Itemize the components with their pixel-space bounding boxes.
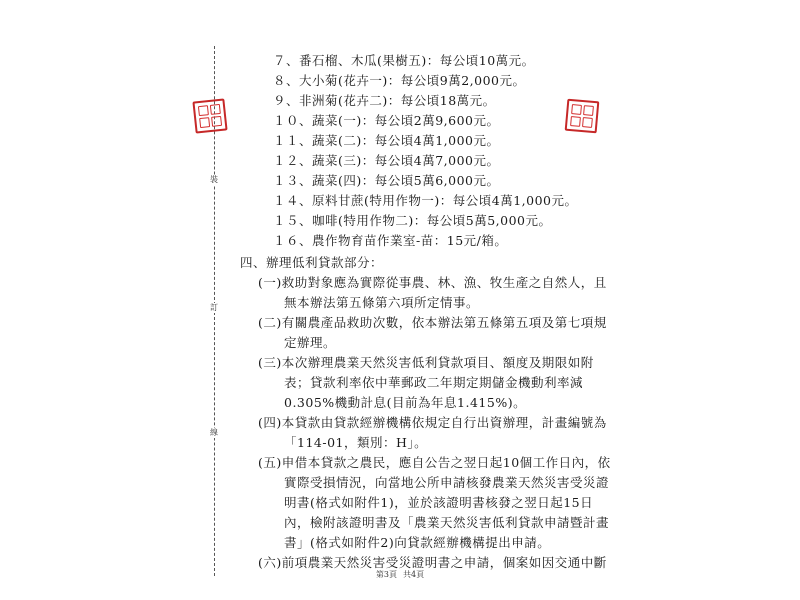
paragraph-line: 實際受損情況，向當地公所申請核發農業天然災害受災證 xyxy=(284,475,610,490)
seal-stamp-right xyxy=(565,99,600,134)
paragraph-line: 書」(格式如附件2)向貸款經辦機構提出申請。 xyxy=(284,535,551,550)
list-item: １３、蔬菜(四)：每公頃5萬6,000元。 xyxy=(273,173,500,188)
paragraph-line: 內，檢附該證明書及「農業天然災害低利貸款申請暨計畫 xyxy=(284,515,610,530)
list-item: １１、蔬菜(二)：每公頃4萬1,000元。 xyxy=(273,133,500,148)
paragraph-line: (六)前項農業天然災害受災證明書之申請，個案如因交通中斷 xyxy=(258,555,607,570)
list-item: ７、番石榴、木瓜(果樹五)：每公頃10萬元。 xyxy=(273,53,535,68)
paragraph-line: (四)本貸款由貸款經辦機構依規定自行出資辦理，計畫編號為 xyxy=(258,415,607,430)
list-item: １６、農作物育苗作業室-苗：15元/箱。 xyxy=(273,233,508,248)
paragraph-line: 無本辦法第五條第六項所定情事。 xyxy=(284,295,480,310)
list-item: ９、非洲菊(花卉二)：每公頃18萬元。 xyxy=(273,93,496,108)
list-item: １５、咖啡(特用作物二)：每公頃5萬5,000元。 xyxy=(273,213,552,228)
list-item: １２、蔬菜(三)：每公頃4萬7,000元。 xyxy=(273,153,500,168)
binding-label-top: 裝 xyxy=(210,175,218,184)
page-number: 第3頁 xyxy=(375,570,397,579)
paragraph-line: (二)有關農產品救助次數，依本辦法第五條第五項及第七項規 xyxy=(258,315,607,330)
paragraph-line: 0.305%機動計息(目前為年息1.415%)。 xyxy=(284,395,527,410)
list-item: ８、大小菊(花卉一)：每公頃9萬2,000元。 xyxy=(273,73,526,88)
list-item: １４、原料甘蔗(特用作物一)：每公頃4萬1,000元。 xyxy=(273,193,578,208)
binding-label-bottom: 線 xyxy=(210,428,218,437)
paragraph-line: (三)本次辦理農業天然災害低利貸款項目、額度及期限如附 xyxy=(258,355,594,370)
paragraph-line: 明書(格式如附件1)，並於該證明書核發之翌日起15日 xyxy=(284,495,594,510)
paragraph-line: 「114-01，類別：H」。 xyxy=(284,435,428,450)
page-footer xyxy=(0,570,800,580)
paragraph-line: (一)救助對象應為實際從事農、林、漁、牧生產之自然人，且 xyxy=(258,275,607,290)
paragraph-line: 表；貸款利率依中華郵政二年期定期儲金機動利率減 xyxy=(284,375,584,390)
paragraph-line: 定辦理。 xyxy=(284,335,337,350)
seal-stamp-left xyxy=(192,98,227,133)
list-item: １０、蔬菜(一)：每公頃2萬9,600元。 xyxy=(273,113,500,128)
paragraph-line: (五)申借本貸款之農民，應自公告之翌日起10個工作日內，依 xyxy=(258,455,611,470)
binding-label-middle: 訂 xyxy=(210,303,218,312)
page-total: 共4頁 xyxy=(403,570,425,579)
section-heading: 四、辦理低利貸款部分： xyxy=(240,255,384,270)
